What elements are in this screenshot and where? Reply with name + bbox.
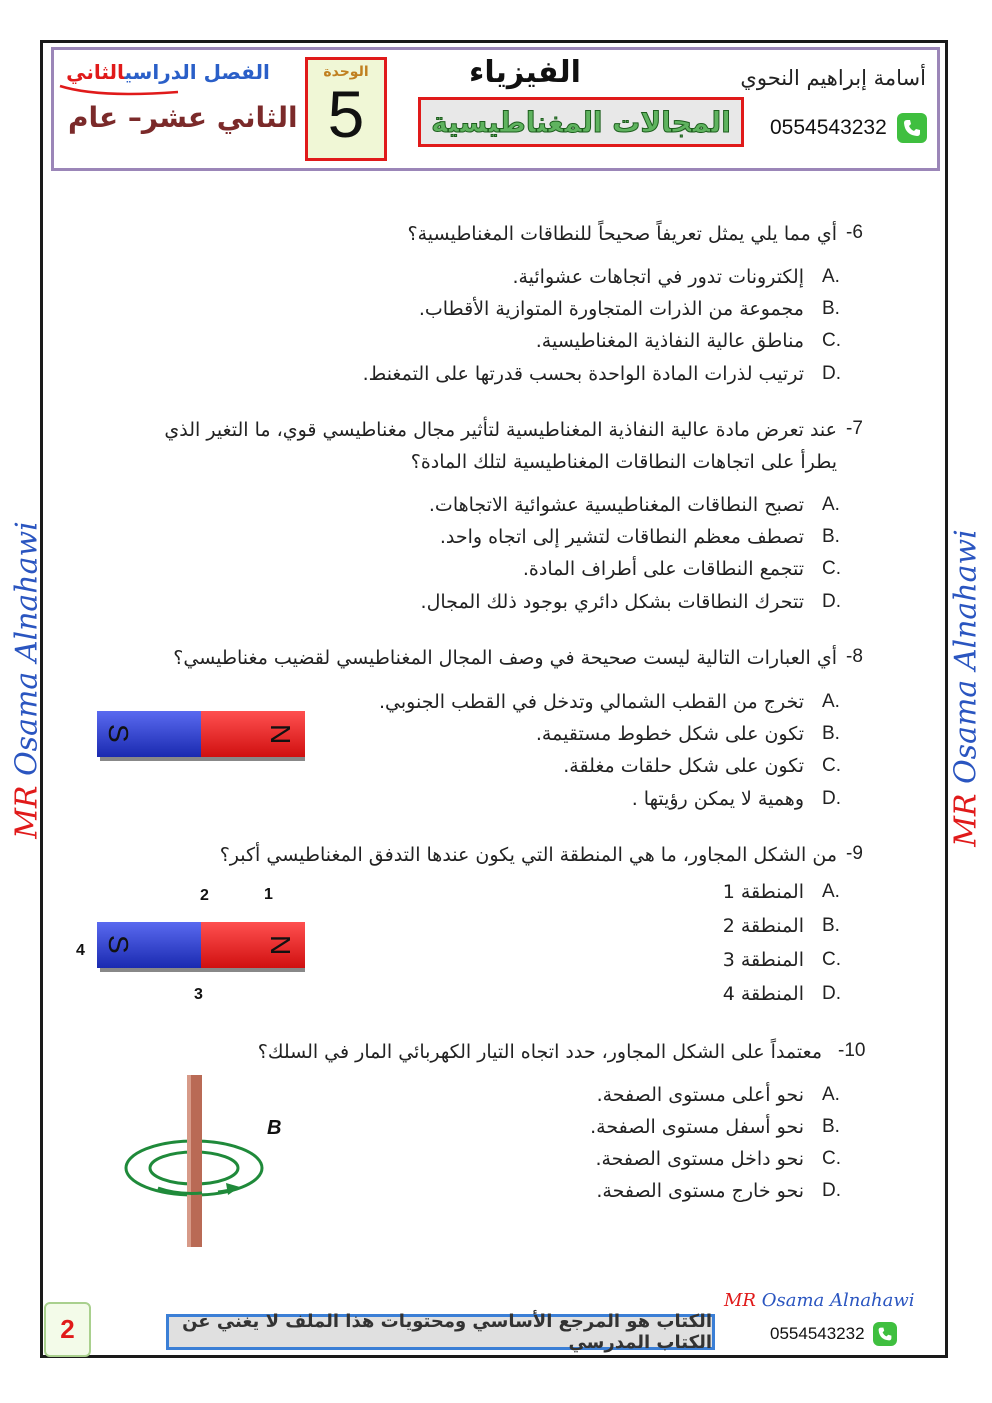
signature-mr: MR <box>948 793 984 847</box>
option-text: تكون على شكل خطوط مستقيمة. <box>535 723 804 745</box>
footer-note: الكتاب هو المرجع الأساسي ومحتويات هذا الملف لا يغني عن الكتاب المدرسي <box>182 1311 712 1353</box>
option-letter: A. <box>822 1084 840 1105</box>
option-text: تتحرك النطاقات بشكل دائري بوجود ذلك المجال. <box>420 591 804 613</box>
option-text: إلكترونات تدور في اتجاهات عشوائية. <box>512 266 804 288</box>
phone-number: 0554543232 <box>770 1324 865 1343</box>
magnet-north-label: N <box>265 935 296 956</box>
question-text: من الشكل المجاور، ما هي المنطقة التي يكون عندها التدفق المغناطيسي أكبر؟ <box>219 844 837 866</box>
question-number: -9 <box>846 843 863 864</box>
signature-mr: MR <box>9 785 45 839</box>
option-text: تتجمع النطاقات على أطراف المادة. <box>522 558 804 580</box>
magnet-south-label: S <box>103 724 134 743</box>
side-signature-right <box>949 529 984 847</box>
region-label-4: 4 <box>76 942 85 959</box>
option-text: نحو خارج مستوى الصفحة. <box>596 1180 804 1202</box>
phone-number: 0554543232 <box>770 116 887 139</box>
option-letter: A. <box>822 881 840 902</box>
option-text: نحو أعلى مستوى الصفحة. <box>596 1084 804 1106</box>
question-text: أي العبارات التالية ليست صحيحة في وصف المجال المغناطيسي لقضيب مغناطيسي؟ <box>173 647 837 669</box>
unit-number: 5 <box>327 77 365 151</box>
region-label-2: 2 <box>200 887 209 904</box>
question-number: -8 <box>846 646 863 667</box>
question-number: -6 <box>846 222 863 243</box>
option-letter: B. <box>822 915 840 936</box>
question-text-line2: يطرأ على اتجاهات النطاقات المغناطيسية لتلك المادة؟ <box>410 451 837 473</box>
chapter-title: المجالات المغناطيسية <box>431 105 731 139</box>
option-letter: D. <box>822 591 841 612</box>
grade-label: الثاني عشر– عام <box>68 101 298 134</box>
phone-icon <box>873 1322 897 1346</box>
option-text: المنطقة 1 <box>722 881 804 903</box>
region-label-1: 1 <box>264 886 273 903</box>
unit-box <box>305 57 387 161</box>
bar-magnet-regions-figure <box>97 922 305 972</box>
signature-mr: MR <box>724 1290 756 1311</box>
option-text: وهمية لا يمكن رؤيتها . <box>631 788 804 810</box>
option-text: تكون على شكل حلقات مغلقة. <box>563 755 804 777</box>
option-letter: A. <box>822 691 840 712</box>
option-letter: C. <box>822 949 841 970</box>
option-letter: D. <box>822 788 841 809</box>
semester-prefix: الفصل الدراسي <box>124 60 270 84</box>
option-letter: D. <box>822 1180 841 1201</box>
semester-ordinal: الثاني <box>66 60 125 84</box>
option-letter: A. <box>822 266 840 287</box>
footer-signature <box>724 1290 915 1311</box>
option-letter: B. <box>822 1116 840 1137</box>
option-text: مناطق عالية النفاذية المغناطيسية. <box>535 330 804 352</box>
bar-magnet-figure <box>97 711 305 761</box>
wire-field-figure <box>118 1075 282 1251</box>
option-letter: C. <box>822 330 841 351</box>
field-label-b: B <box>267 1117 282 1139</box>
semester-underline-swoosh <box>58 80 278 100</box>
side-signature-left <box>10 521 45 839</box>
subject-title: الفيزياء <box>469 55 581 90</box>
region-label-3: 3 <box>194 986 203 1003</box>
page-number: 2 <box>60 1314 75 1344</box>
option-text: تخرج من القطب الشمالي وتدخل في القطب الجنوبي. <box>378 691 804 713</box>
option-letter: C. <box>822 755 841 776</box>
chapter-box <box>418 97 744 147</box>
option-letter: C. <box>822 558 841 579</box>
option-letter: A. <box>822 494 840 515</box>
header-phone <box>770 113 927 143</box>
phone-icon <box>897 113 927 143</box>
page-number-box <box>44 1302 91 1357</box>
option-text: تصطف معظم النطاقات لتشير إلى اتجاه واحد. <box>439 526 804 548</box>
question-text: معتمداً على الشكل المجاور، حدد اتجاه التيار الكهربائي المار في السلك؟ <box>257 1041 822 1063</box>
option-letter: B. <box>822 298 840 319</box>
signature-name: Osama Alnahawi <box>9 521 45 776</box>
option-letter: D. <box>822 363 841 384</box>
question-text-line1: عند تعرض مادة عالية النفاذية المغناطيسية لتأثير مجال مغناطيسي قوي، ما التغير الذي <box>164 419 837 441</box>
option-text: المنطقة 2 <box>722 915 804 937</box>
magnet-south-label: S <box>103 935 134 954</box>
option-text: المنطقة 3 <box>722 949 804 971</box>
signature-name: Osama Alnahawi <box>761 1290 915 1311</box>
option-text: نحو أسفل مستوى الصفحة. <box>590 1116 804 1138</box>
option-text: تصبح النطاقات المغناطيسية عشوائية الاتجاهات. <box>428 494 804 516</box>
question-number: -7 <box>846 418 863 439</box>
option-text: المنطقة 4 <box>722 983 804 1005</box>
option-letter: C. <box>822 1148 841 1169</box>
unit-label: الوحدة <box>323 64 369 80</box>
option-letter: B. <box>822 723 840 744</box>
option-text: مجموعة من الذرات المتجاورة المتوازية الأقطاب. <box>418 298 804 320</box>
option-text: نحو داخل مستوى الصفحة. <box>595 1148 804 1170</box>
option-text: ترتيب لذرات المادة الواحدة بحسب قدرتها على التمغنط. <box>362 363 804 385</box>
question-number: -10 <box>838 1040 866 1061</box>
footer-phone <box>770 1322 897 1346</box>
option-letter: B. <box>822 526 840 547</box>
magnet-north-label: N <box>265 724 296 745</box>
signature-name: Osama Alnahawi <box>948 529 984 784</box>
footer-note-box <box>166 1311 715 1353</box>
author-name: أسامة إبراهيم النحوي <box>740 66 926 90</box>
question-text: أي مما يلي يمثل تعريفاً صحيحاً للنطاقات المغناطيسية؟ <box>407 223 837 245</box>
option-letter: D. <box>822 983 841 1004</box>
